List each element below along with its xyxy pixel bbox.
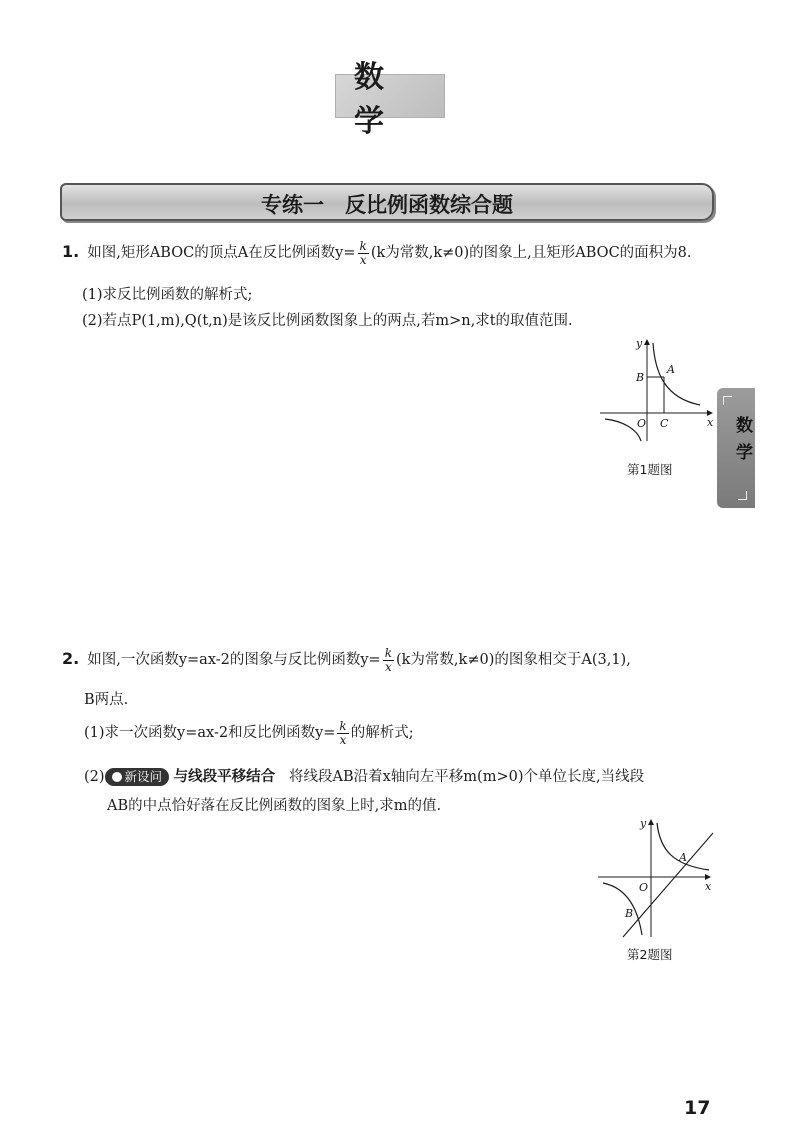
new-question-badge bbox=[105, 768, 170, 786]
y-axis-arrow bbox=[648, 819, 654, 825]
y-axis-label: y bbox=[636, 337, 643, 350]
origin-label: O bbox=[639, 881, 649, 894]
question-2-stem-line-2: B两点. bbox=[84, 692, 129, 708]
fraction-denominator: x bbox=[384, 659, 392, 674]
fraction-denominator: x bbox=[359, 252, 367, 267]
question-1-part-1: (1)求反比例函数的解析式; bbox=[82, 287, 253, 303]
side-tab bbox=[717, 388, 755, 508]
x-axis-label: x bbox=[705, 880, 712, 893]
question-text: 将线段AB沿着x轴向左平移m(m>0)个单位长度,当线段 bbox=[289, 769, 645, 785]
y-axis-arrow bbox=[644, 339, 650, 345]
subject-title: 数 学 bbox=[335, 74, 445, 118]
fraction-denominator: x bbox=[339, 732, 347, 747]
badge-label: 新设问 bbox=[124, 769, 163, 784]
fraction-numerator: k bbox=[339, 719, 347, 733]
hyperbola-branch-3 bbox=[605, 419, 641, 441]
question-text: (1)求一次函数y=ax-2和反比例函数y= bbox=[84, 725, 336, 742]
corner-mark bbox=[723, 396, 732, 405]
point-c-label: C bbox=[660, 417, 669, 430]
question-2-part-2-line-2: AB的中点恰好落在反比例函数的图象上时,求m的值. bbox=[107, 798, 442, 814]
fraction bbox=[337, 720, 348, 746]
question-1-stem bbox=[62, 240, 692, 266]
origin-label: O bbox=[637, 417, 647, 430]
side-tab-label: 数学 bbox=[732, 416, 752, 470]
fraction bbox=[383, 647, 394, 673]
question-2-stem bbox=[62, 647, 631, 673]
fraction bbox=[358, 240, 369, 266]
page-number: 17 bbox=[684, 1097, 711, 1119]
question-text: 如图,一次函数y=ax-2的图象与反比例函数y= bbox=[87, 652, 381, 669]
question-text: (k为常数,k≠0)的图象相交于A(3,1), bbox=[395, 652, 631, 669]
section-title: 专练一 反比例函数综合题 bbox=[261, 193, 513, 217]
figure-1-caption: 第1题图 bbox=[627, 462, 673, 477]
lightbulb-icon bbox=[112, 772, 122, 782]
question-text: 如图,矩形ABOC的顶点A在反比例函数y= bbox=[87, 245, 356, 262]
question-text: 的解析式; bbox=[350, 725, 414, 742]
figure-2 bbox=[593, 815, 718, 940]
question-1-part-2: (2)若点P(1,m),Q(t,n)是该反比例函数图象上的两点,若m>n,求t的取值范围. bbox=[82, 313, 573, 329]
hyperbola-branch-1 bbox=[653, 343, 700, 405]
question-2-part-2 bbox=[84, 765, 644, 786]
point-a-label: A bbox=[667, 363, 675, 376]
fraction-numerator: k bbox=[359, 239, 367, 253]
linear-function-line bbox=[623, 833, 713, 937]
point-a-label: A bbox=[679, 851, 687, 864]
section-banner bbox=[60, 183, 714, 221]
point-b-label: B bbox=[636, 371, 645, 384]
question-2-part-1 bbox=[84, 720, 414, 746]
figure-1 bbox=[595, 333, 720, 443]
fraction-numerator: k bbox=[384, 646, 392, 660]
question-text: (k为常数,k≠0)的图象上,且矩形ABOC的面积为8. bbox=[370, 245, 692, 262]
corner-mark bbox=[738, 491, 747, 500]
y-axis-label: y bbox=[640, 817, 647, 830]
point-b-label: B bbox=[625, 907, 634, 920]
question-number: 1. bbox=[62, 242, 80, 262]
figure-2-caption: 第2题图 bbox=[627, 947, 673, 962]
x-axis-label: x bbox=[707, 416, 714, 429]
part-number: (2) bbox=[84, 769, 105, 785]
hyperbola-branch-3 bbox=[603, 883, 642, 935]
part-topic: 与线段平移结合 bbox=[173, 769, 276, 785]
question-number: 2. bbox=[62, 649, 80, 669]
